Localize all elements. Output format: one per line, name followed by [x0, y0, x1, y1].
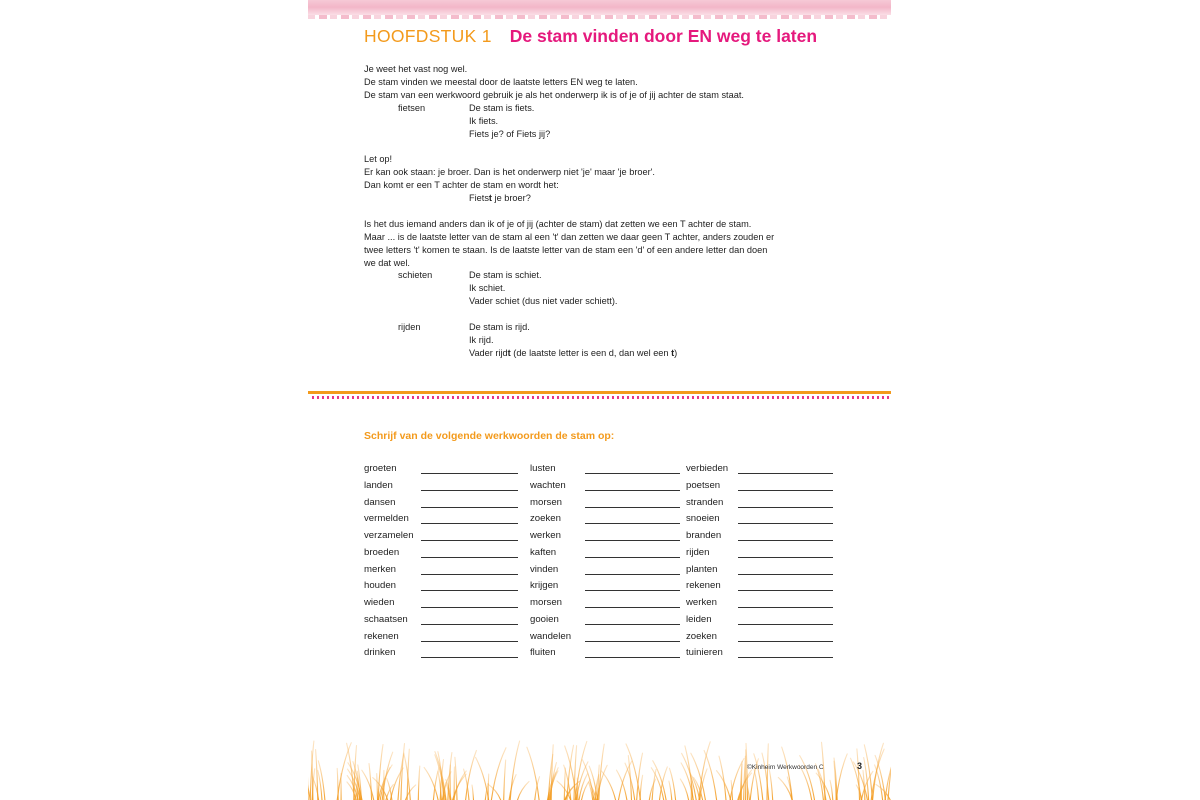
grass-blade [418, 766, 420, 800]
example-line: De stam is rijd. [469, 322, 530, 332]
page-number: 3 [857, 761, 863, 771]
grass-blade [466, 751, 477, 800]
rijdt-post: ) [674, 347, 678, 358]
orange-divider [308, 391, 891, 394]
answer-line[interactable] [585, 657, 680, 658]
answer-line[interactable] [585, 473, 680, 474]
copyright-text: ©Kinheim Werkwoorden C [747, 764, 824, 771]
note-line-2: Er kan ook staan: je broer. Dan is het onderwerp niet 'je' maar 'je broer'. [364, 167, 655, 178]
answer-line[interactable] [738, 473, 833, 474]
example-verb-rijden: rijden [398, 322, 421, 332]
grass-blade [670, 768, 676, 800]
chapter-title: De stam vinden door EN weg te laten [509, 26, 818, 46]
intro-line-2: De stam vinden we meestal door de laatste letters EN weg te laten. [364, 76, 638, 87]
answer-line[interactable] [738, 523, 833, 524]
exercise-verb: rijden [686, 546, 710, 558]
grass-blade [454, 771, 467, 800]
rule-line-1: Is het dus iemand anders dan ik of je of jij (achter de stam) dat zetten we een T achter de stam. [364, 218, 752, 229]
note-example [469, 192, 531, 205]
answer-line[interactable] [738, 490, 833, 491]
example-line: Fiets je? of Fiets jij? [469, 128, 551, 139]
grass-blade [680, 779, 688, 800]
exercise-verb: snoeien [686, 513, 720, 525]
exercise-verb: fluiten [530, 647, 556, 659]
example-line-rijdt [469, 347, 677, 360]
rijdt-bold-t: t [507, 347, 511, 358]
grass-blade [660, 767, 668, 800]
grass-blade [769, 770, 772, 800]
answer-line[interactable] [738, 574, 833, 575]
answer-line[interactable] [585, 490, 680, 491]
exercise-verb: morsen [530, 496, 562, 508]
rule-line-3: twee letters 't' komen te staan. Is de laatste letter van de stam een 'd' of een andere letter dan doen [364, 244, 768, 255]
grass-blade [875, 765, 883, 800]
answer-line[interactable] [738, 657, 833, 658]
answer-line[interactable] [738, 624, 833, 625]
answer-line[interactable] [738, 507, 833, 508]
note-example-pre: Fiets [469, 193, 489, 203]
exercise-heading: Schrijf van de volgende werkwoorden de stam op: [364, 430, 615, 442]
answer-line[interactable] [421, 490, 518, 491]
exercise-verb: verbieden [686, 463, 729, 474]
grass-blade [504, 760, 506, 800]
answer-line[interactable] [421, 557, 518, 558]
grass-blade [527, 747, 539, 800]
answer-line[interactable] [738, 641, 833, 642]
answer-line[interactable] [585, 607, 680, 608]
answer-line[interactable] [738, 590, 833, 591]
grass-blade [857, 749, 863, 800]
exercise-verb: morsen [530, 597, 562, 608]
exercise-verb: rekenen [686, 580, 721, 592]
example-line: De stam is schiet. [469, 270, 542, 281]
answer-line[interactable] [738, 557, 833, 558]
exercise-verb: rekenen [364, 630, 399, 642]
page-title [364, 26, 817, 47]
exercise-verb: planten [686, 563, 718, 575]
exercise-verb: dansen [364, 496, 396, 508]
grass-blade [669, 781, 672, 800]
grass-blade [510, 741, 519, 800]
exercise-verb: stranden [686, 496, 724, 508]
exercise-verb: groeten [364, 463, 397, 474]
rijdt-mid: (de laatste letter is een d, dan wel een [510, 347, 672, 358]
exercise-verb: zoeken [530, 513, 561, 525]
answer-line[interactable] [421, 507, 518, 508]
answer-line[interactable] [738, 540, 833, 541]
answer-line[interactable] [585, 590, 680, 591]
grass-blade [564, 768, 565, 800]
note-line-1: Let op! [364, 154, 393, 165]
answer-line[interactable] [585, 624, 680, 625]
exercise-verb: wieden [364, 597, 395, 608]
grass-blade [424, 767, 438, 800]
rule-line-2: Maar ... is de laatste letter van de stam al een 't' dan zetten we daar geen T achter, anders zouden er [364, 231, 775, 242]
rijdt-bold-t-2: t [671, 347, 675, 358]
grass-blade [875, 755, 885, 800]
answer-line[interactable] [421, 540, 518, 541]
exercise-verb: wachten [530, 479, 566, 491]
example-line: Ik fiets. [469, 115, 499, 126]
exercise-verb: gooien [530, 613, 559, 625]
answer-line[interactable] [421, 523, 518, 524]
exercise-verb: houden [364, 580, 397, 592]
grass-blade [369, 764, 372, 800]
worksheet-page [308, 0, 891, 800]
chapter-label: HOOFDSTUK 1 [364, 26, 492, 46]
answer-line[interactable] [738, 607, 833, 608]
exercise-verb: kaften [530, 546, 557, 558]
exercise-verb: lusten [530, 463, 556, 474]
top-decorative-band [308, 0, 891, 16]
answer-line[interactable] [421, 590, 518, 591]
note-example-post: je broer? [491, 193, 531, 203]
grass-blade [518, 782, 530, 800]
note-example-bold: t [488, 193, 492, 203]
answer-line[interactable] [421, 657, 518, 658]
grass-blade [746, 743, 748, 800]
exercise-verb: werken [686, 597, 717, 608]
exercise-verb: wandelen [530, 630, 572, 642]
answer-line[interactable] [421, 641, 518, 642]
grass-blade [347, 782, 356, 800]
answer-line[interactable] [585, 557, 680, 558]
grass-blade [731, 780, 732, 800]
exercise-verb: drinken [364, 647, 396, 659]
grass-blade [377, 774, 378, 800]
grass-blade [836, 754, 847, 800]
exercise-verb: merken [364, 563, 396, 575]
grass-blade [387, 778, 392, 800]
note-line-3: Dan komt er een T achter de stam en wordt het: [364, 180, 559, 191]
dotted-divider [312, 396, 889, 399]
exercise-verb: verzamelen [364, 530, 414, 541]
intro-line-1: Je weet het vast nog wel. [364, 64, 468, 74]
exercise-verb: branden [686, 530, 722, 541]
answer-line[interactable] [585, 523, 680, 524]
grass-blade [476, 757, 489, 800]
exercise-verb: landen [364, 479, 393, 491]
exercise-verb: vermelden [364, 513, 409, 525]
exercise-verb: zoeken [686, 630, 717, 642]
answer-line[interactable] [585, 507, 680, 508]
exercise-verb: schaatsen [364, 613, 408, 625]
exercise-verb: broeden [364, 546, 400, 558]
answer-line[interactable] [585, 540, 680, 541]
example-line: Ik rijd. [469, 334, 494, 345]
example-verb-fietsen: fietsen [398, 102, 426, 113]
exercise-verb: poetsen [686, 479, 721, 491]
example-line: Vader schiet (dus niet vader schiett). [469, 296, 618, 307]
exercise-verb: krijgen [530, 580, 559, 592]
grass-blade [800, 756, 815, 800]
rijdt-pre: Vader rijd [469, 347, 508, 358]
example-line: De stam is fiets. [469, 102, 535, 113]
exercise-verb: leiden [686, 613, 712, 625]
exercise-verb: tuinieren [686, 647, 723, 659]
grass-blade [599, 744, 604, 800]
answer-line[interactable] [421, 624, 518, 625]
answer-line[interactable] [421, 574, 518, 575]
rule-line-4: we dat wel. [364, 257, 410, 268]
exercise-verb: werken [530, 530, 561, 541]
grass-blade [472, 785, 474, 800]
example-line: Ik schiet. [469, 283, 506, 294]
answer-line[interactable] [585, 641, 680, 642]
answer-line[interactable] [421, 473, 518, 474]
answer-line[interactable] [585, 574, 680, 575]
grass-blade [741, 761, 742, 800]
answer-line[interactable] [421, 607, 518, 608]
exercise-verb: vinden [530, 563, 559, 575]
grass-blade [830, 780, 833, 800]
example-verb-schieten: schieten [398, 270, 433, 281]
grass-blade [551, 745, 553, 800]
grass-blade [401, 744, 405, 800]
intro-line-3: De stam van een werkwoord gebruik je als het onderwerp ik is of je of jij achter de stam staat. [364, 89, 744, 100]
